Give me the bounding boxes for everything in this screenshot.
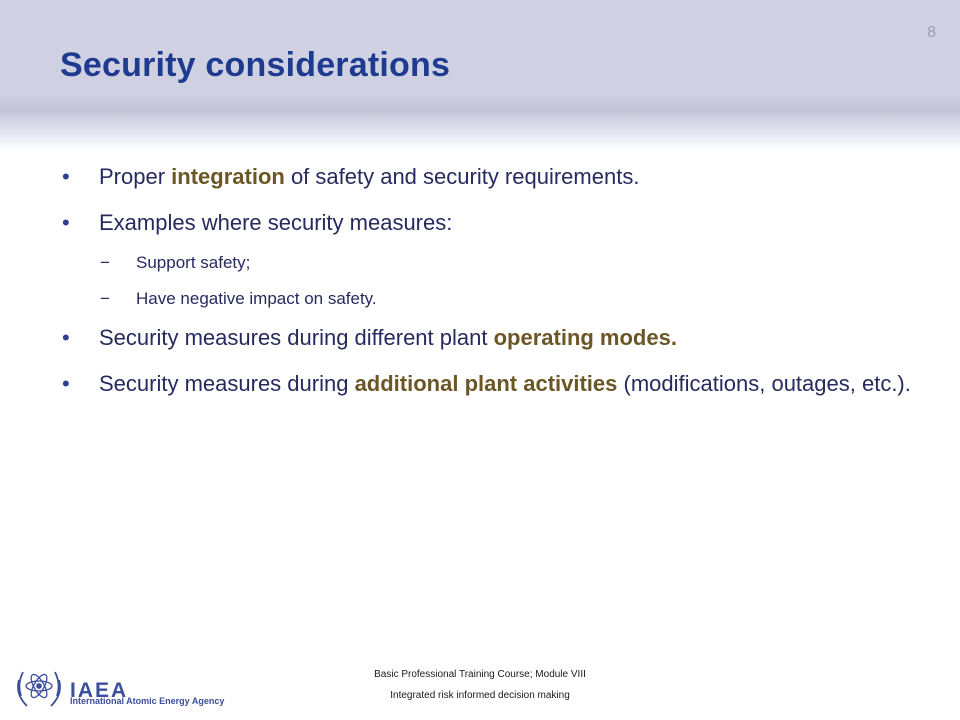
bullet-item: • Security measures during different plant operating modes.: [62, 325, 677, 350]
logo-name: IAEA: [70, 679, 129, 702]
slide-content: [62, 163, 922, 416]
highlight-text: additional plant activities: [354, 371, 618, 396]
sub-item: − Support safety;: [100, 253, 251, 272]
dash-marker: −: [100, 253, 110, 272]
footer-course: Basic Professional Training Course; Module VIII: [374, 669, 586, 680]
bullet-dot: •: [62, 325, 70, 350]
highlight-text: operating modes.: [493, 325, 677, 350]
highlight-text: integration: [171, 164, 285, 189]
footer-module: Integrated risk informed decision making: [390, 690, 570, 701]
bullet-item: • Examples where security measures:: [62, 210, 453, 235]
bullet-item: • Security measures during additional plant activities (modifications, outages, etc.).: [62, 371, 911, 396]
dash-marker: −: [100, 289, 110, 308]
bullet-dot: •: [62, 210, 70, 235]
page-number: 8: [927, 24, 936, 41]
logo-subtitle: International Atomic Energy Agency: [70, 696, 225, 706]
bullet-dot: •: [62, 164, 70, 189]
bullet-dot: •: [62, 371, 70, 396]
bullet-item: • Proper integration of safety and security requirements.: [62, 164, 640, 189]
slide-title: Security considerations: [60, 46, 451, 84]
sub-item: − Have negative impact on safety.: [100, 289, 377, 308]
sub-list: [62, 252, 922, 310]
